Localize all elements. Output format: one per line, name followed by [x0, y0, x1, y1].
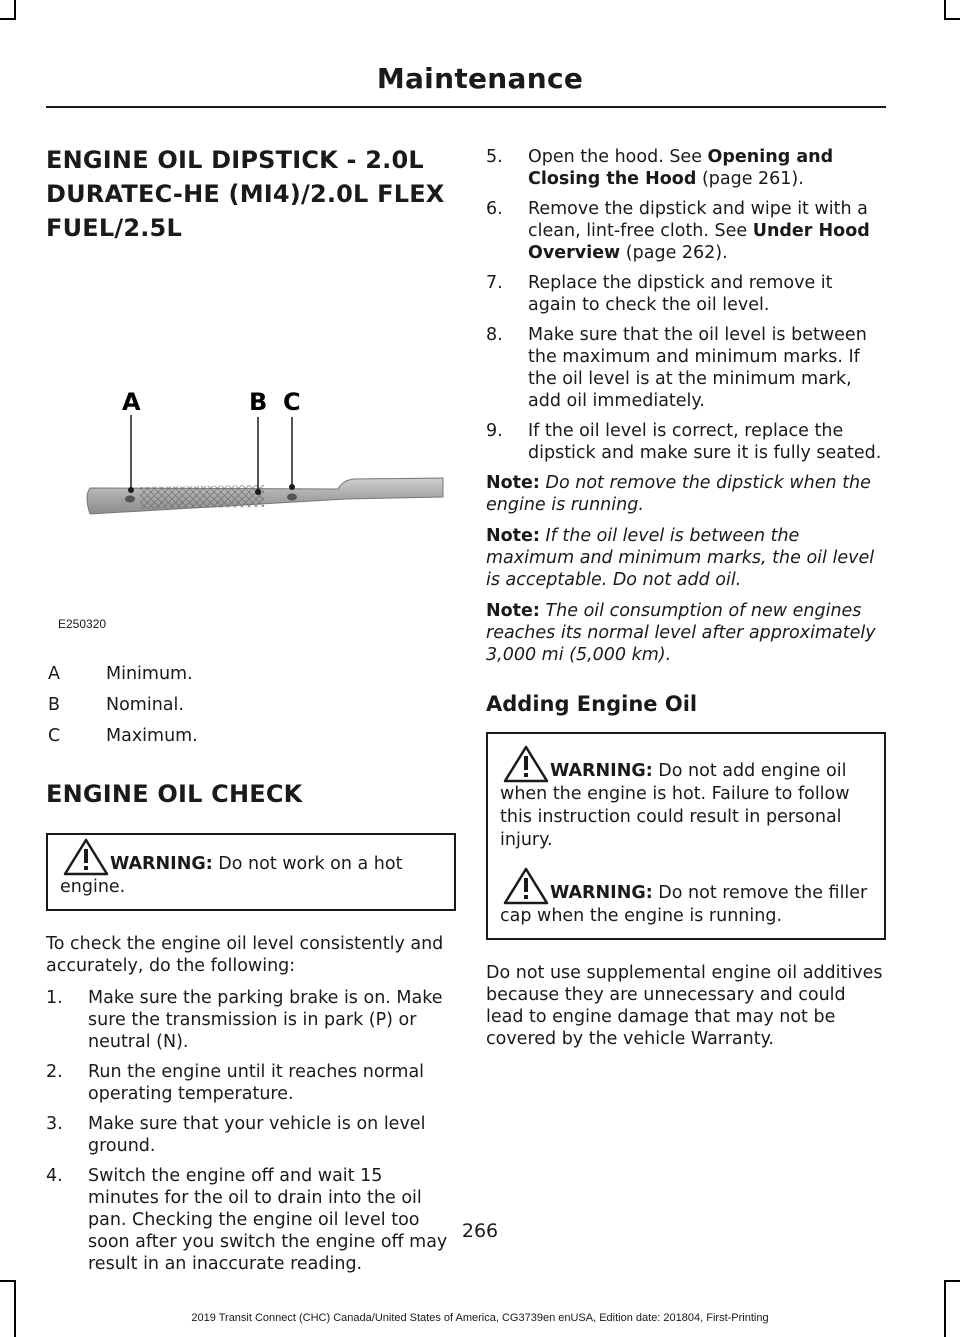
note-text: The oil consumption of new engines reaches its normal level after approximately 3,000 mi (5,000 km). — [486, 601, 876, 665]
legend-key: B — [48, 695, 61, 715]
step-text: Replace the dipstick and remove it again to check the oil level. — [528, 273, 833, 315]
warning-box — [46, 833, 456, 911]
marker-label-b: B — [249, 388, 268, 416]
note — [486, 472, 886, 516]
step-page-ref: (page 261). — [696, 169, 804, 189]
note-text: If the oil level is between the maximum and minimum marks, the oil level is acceptable. Do not add oil. — [486, 526, 875, 590]
marker-dot-b — [255, 489, 261, 495]
step-text: Make sure the parking brake is on. Make sure the transmission is in park (P) or neutral (N). — [88, 988, 443, 1052]
legend-row — [46, 694, 456, 716]
crop-mark — [944, 0, 946, 20]
step-number: 3. — [46, 1114, 63, 1134]
dipstick-heading-line: FUEL/2.5L — [46, 214, 182, 242]
figure-code: E250320 — [58, 617, 107, 631]
legend-value: Minimum. — [106, 664, 193, 684]
header-rule — [46, 106, 886, 108]
marker-dot-a — [128, 487, 134, 493]
step-text: Remove the dipstick and wipe it with a clean, lint-free cloth. See — [528, 199, 868, 241]
right-column — [486, 146, 886, 1050]
warning-triangle-icon — [502, 744, 550, 784]
note-label: Note: — [486, 601, 540, 621]
warning-triangle-icon — [62, 837, 110, 877]
step-text: Make sure that the oil level is between the maximum and minimum marks. If the oil level is at the minimum mark, add oil immediately. — [528, 325, 867, 411]
dipstick-heading — [46, 143, 456, 245]
page-header-title: Maintenance — [376, 62, 584, 95]
additives-paragraph: Do not use supplemental engine oil additives because they are unnecessary and could lead to engine damage that may not be covered by the vehicle Warranty. — [486, 963, 883, 1049]
crop-mark — [14, 1280, 16, 1337]
warning-item — [500, 744, 874, 852]
step-number: 7. — [486, 273, 503, 293]
list-item — [46, 1061, 456, 1105]
crop-mark — [0, 1280, 16, 1282]
legend-key: A — [48, 664, 60, 684]
step-number: 2. — [46, 1062, 63, 1082]
legend-value: Maximum. — [106, 726, 198, 746]
list-item — [46, 987, 456, 1053]
warning-box — [486, 732, 886, 940]
crop-mark — [14, 0, 16, 20]
step-number: 1. — [46, 988, 63, 1008]
legend-key: C — [48, 726, 61, 746]
step-text: Switch the engine off and wait 15 minutes for the oil to drain into the oil pan. Checking the engine oil level too soon after you switch the engine off may result in an inaccurate reading. — [88, 1166, 448, 1274]
crop-mark — [944, 1280, 946, 1337]
step-number: 4. — [46, 1166, 63, 1186]
crop-mark — [944, 18, 960, 20]
list-item — [486, 324, 886, 412]
note — [486, 525, 886, 591]
note-label: Note: — [486, 473, 540, 493]
left-column — [46, 143, 456, 1283]
step-text: If the oil level is correct, replace the dipstick and make sure it is fully seated. — [528, 421, 882, 463]
footer-edition-info: 2019 Transit Connect (CHC) Canada/United States of America, CG3739en enUSA, Edition date: 201804, First-Printing — [191, 1312, 769, 1324]
step-number: 6. — [486, 199, 503, 219]
step-text: Make sure that your vehicle is on level ground. — [88, 1114, 426, 1156]
warning-label: WARNING: — [550, 883, 653, 903]
note — [486, 600, 886, 666]
legend-row — [46, 725, 456, 747]
marker-label-c: C — [283, 388, 301, 416]
step-number: 5. — [486, 147, 503, 167]
warning-item — [500, 852, 874, 928]
check-heading: ENGINE OIL CHECK — [46, 780, 303, 808]
step-text: Run the engine until it reaches normal operating temperature. — [88, 1062, 425, 1104]
dipstick-legend — [46, 663, 456, 747]
list-item — [486, 272, 886, 316]
step-text: Open the hood. See — [528, 147, 708, 167]
dipstick-illustration — [46, 247, 456, 617]
crop-mark — [0, 18, 16, 20]
dipstick-figure — [46, 247, 456, 631]
legend-row — [46, 663, 456, 685]
cross-reference-link[interactable]: Under Hood Overview — [528, 221, 870, 263]
cross-reference-link[interactable]: Opening and Closing the Hood — [528, 147, 834, 189]
step-number: 8. — [486, 325, 503, 345]
adding-oil-heading: Adding Engine Oil — [486, 692, 698, 716]
warning-label: WARNING: — [550, 761, 653, 781]
list-item — [46, 1113, 456, 1157]
check-intro: To check the engine oil level consistently and accurately, do the following: — [46, 934, 444, 976]
marker-label-a: A — [122, 388, 141, 416]
warning-item — [60, 845, 444, 899]
dipstick-heading-line: DURATEC-HE (MI4)/2.0L FLEX — [46, 180, 445, 208]
dipstick-hole — [287, 494, 297, 501]
page-number: 266 — [461, 1220, 499, 1242]
dipstick-hatch — [140, 485, 264, 509]
warning-text: Do not remove the filler cap when the engine is running. — [500, 883, 868, 926]
warning-text: Do not work on a hot engine. — [60, 854, 403, 897]
step-number: 9. — [486, 421, 503, 441]
step-page-ref: (page 262). — [620, 243, 728, 263]
check-steps-continued — [486, 146, 886, 464]
dipstick-heading-line: ENGINE OIL DIPSTICK - 2.0L — [46, 146, 424, 174]
dipstick-hole — [125, 496, 135, 503]
note-label: Note: — [486, 526, 540, 546]
note-text: Do not remove the dipstick when the engine is running. — [486, 473, 871, 515]
warning-triangle-icon — [502, 866, 550, 906]
crop-mark — [944, 1280, 960, 1282]
list-item — [486, 198, 886, 264]
legend-value: Nominal. — [106, 695, 184, 715]
warning-text: Do not add engine oil when the engine is hot. Failure to follow this instruction could result in personal injury. — [500, 761, 850, 850]
list-item — [486, 146, 886, 190]
marker-dot-c — [289, 484, 295, 490]
warning-label: WARNING: — [110, 854, 213, 874]
list-item — [486, 420, 886, 464]
